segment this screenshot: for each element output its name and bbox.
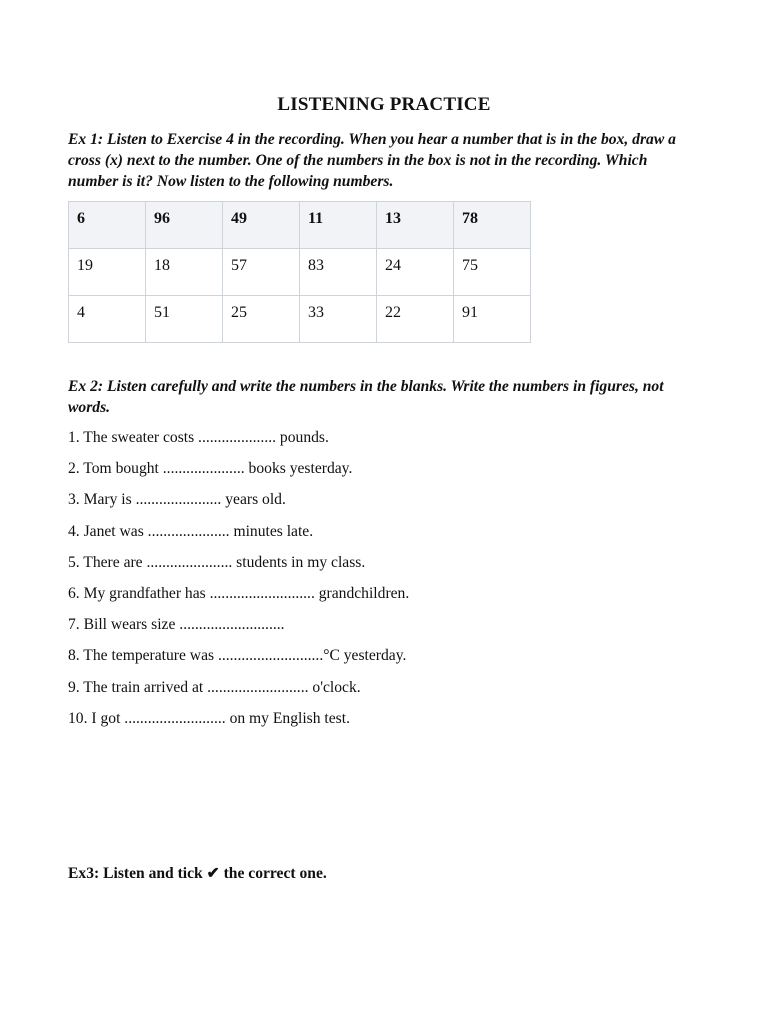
question-item: 4. Janet was ..................... minutes late.: [68, 522, 314, 540]
table-cell: 6: [69, 202, 146, 249]
table-cell: 91: [454, 296, 531, 343]
table-row: [69, 296, 531, 343]
exercise-2-instruction: Ex 2: Listen carefully and write the numbers in the blanks. Write the numbers in figures, not words.: [68, 378, 664, 416]
question-item: 9. The train arrived at .......................... o'clock.: [68, 678, 361, 696]
table-cell: 57: [223, 249, 300, 296]
question-item: 3. Mary is ...................... years old.: [68, 491, 286, 509]
table-cell: 51: [146, 296, 223, 343]
table-row: [69, 202, 531, 249]
table-cell: 33: [300, 296, 377, 343]
question-item: 2. Tom bought ..................... books yesterday.: [68, 460, 353, 478]
question-item: 8. The temperature was ...........................°C yesterday.: [68, 647, 407, 665]
exercise-2-questions: [68, 428, 409, 740]
exercise-1-instruction: Ex 1: Listen to Exercise 4 in the recording. When you hear a number that is in the box, draw a cross (x) next to the number. One of the numbers in the box is not in the recording. Which number is it? Now listen to the following numbers.: [68, 131, 676, 190]
question-item: 6. My grandfather has ........................... grandchildren.: [68, 584, 410, 602]
question-item: 1. The sweater costs .................... pounds.: [68, 429, 329, 446]
table-cell: 49: [223, 202, 300, 249]
table-cell: 96: [146, 202, 223, 249]
number-box-table: [68, 201, 531, 343]
table-cell: 18: [146, 249, 223, 296]
table-cell: 83: [300, 249, 377, 296]
table-cell: 78: [454, 202, 531, 249]
table-cell: 19: [69, 249, 146, 296]
table-cell: 4: [69, 296, 146, 343]
table-cell: 75: [454, 249, 531, 296]
question-item: 5. There are ...................... students in my class.: [68, 553, 366, 571]
question-item: 10. I got .......................... on my English test.: [68, 709, 350, 727]
table-cell: 22: [377, 296, 454, 343]
table-cell: 24: [377, 249, 454, 296]
page-title: LISTENING PRACTICE: [277, 94, 491, 115]
table-cell: 11: [300, 202, 377, 249]
table-row: [69, 249, 531, 296]
exercise-3-instruction: Ex3: Listen and tick ✔ the correct one.: [68, 865, 327, 882]
question-item: 7. Bill wears size ...........................: [68, 616, 285, 634]
table-cell: 25: [223, 296, 300, 343]
table-cell: 13: [377, 202, 454, 249]
